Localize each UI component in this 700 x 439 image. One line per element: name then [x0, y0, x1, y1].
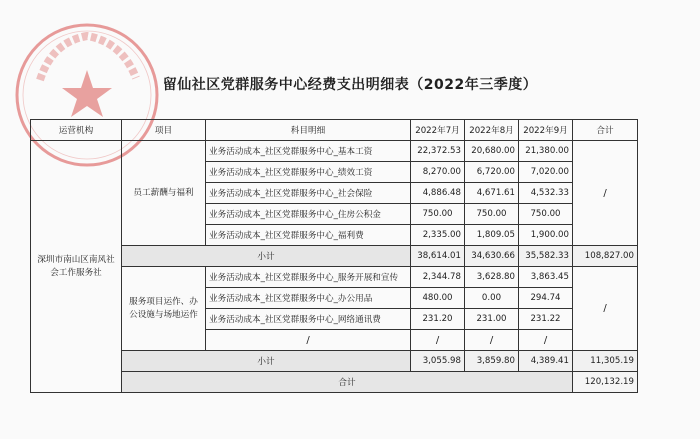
subject-cell: 业务活动成本_社区党群服务中心_基本工资 — [206, 141, 411, 162]
august-cell: 3,628.80 — [465, 267, 519, 288]
august-cell: 1,809.05 — [465, 225, 519, 246]
table-row — [31, 267, 638, 288]
grand-total-label: 合计 — [122, 372, 573, 393]
total-slash-cell: / — [573, 141, 638, 246]
total-slash-cell: / — [573, 267, 638, 351]
page-title: 留仙社区党群服务中心经费支出明细表（2022年三季度） — [162, 77, 538, 93]
september-cell: 750.00 — [519, 204, 573, 225]
july-cell: 2,335.00 — [411, 225, 465, 246]
september-cell: 294.74 — [519, 288, 573, 309]
august-cell: 750.00 — [465, 204, 519, 225]
september-cell: 3,863.45 — [519, 267, 573, 288]
subject-cell: 业务活动成本_社区党群服务中心_绩效工资 — [206, 162, 411, 183]
august-subtotal: 3,859.80 — [465, 351, 519, 372]
header-item: 项目 — [122, 120, 206, 141]
subject-cell: 业务活动成本_社区党群服务中心_福利费 — [206, 225, 411, 246]
header-september: 2022年9月 — [519, 120, 573, 141]
july-subtotal: 38,614.01 — [411, 246, 465, 267]
july-cell: 231.20 — [411, 309, 465, 330]
august-cell: 20,680.00 — [465, 141, 519, 162]
grand-total-value: 120,132.19 — [573, 372, 638, 393]
header-org: 运营机构 — [31, 120, 122, 141]
september-cell: 7,020.00 — [519, 162, 573, 183]
july-cell: 2,344.78 — [411, 267, 465, 288]
september-subtotal: 4,389.41 — [519, 351, 573, 372]
august-cell: 231.00 — [465, 309, 519, 330]
august-cell: 0.00 — [465, 288, 519, 309]
header-subject: 科目明细 — [206, 120, 411, 141]
september-cell: / — [519, 330, 573, 351]
august-cell: 4,671.61 — [465, 183, 519, 204]
subject-cell: 业务活动成本_社区党群服务中心_服务开展和宣传 — [206, 267, 411, 288]
subject-cell: / — [206, 330, 411, 351]
subtotal-label: 小计 — [122, 351, 411, 372]
july-cell: 22,372.53 — [411, 141, 465, 162]
subject-cell: 业务活动成本_社区党群服务中心_住房公积金 — [206, 204, 411, 225]
item-cell: 服务项目运作、办公设施与场地运作 — [122, 267, 206, 351]
july-cell: 4,886.48 — [411, 183, 465, 204]
table-row — [31, 141, 638, 162]
july-cell: 8,270.00 — [411, 162, 465, 183]
header-july: 2022年7月 — [411, 120, 465, 141]
july-subtotal: 3,055.98 — [411, 351, 465, 372]
item-cell: 员工薪酬与福利 — [122, 141, 206, 246]
group-subtotal: 11,305.19 — [573, 351, 638, 372]
table-header-row — [31, 120, 638, 141]
september-cell: 231.22 — [519, 309, 573, 330]
july-cell: / — [411, 330, 465, 351]
august-cell: 6,720.00 — [465, 162, 519, 183]
september-cell: 21,380.00 — [519, 141, 573, 162]
group-subtotal: 108,827.00 — [573, 246, 638, 267]
august-cell: / — [465, 330, 519, 351]
subject-cell: 业务活动成本_社区党群服务中心_网络通讯费 — [206, 309, 411, 330]
subtotal-label: 小计 — [122, 246, 411, 267]
header-august: 2022年8月 — [465, 120, 519, 141]
expense-table — [30, 119, 638, 393]
subject-cell: 业务活动成本_社区党群服务中心_办公用品 — [206, 288, 411, 309]
july-cell: 750.00 — [411, 204, 465, 225]
subject-cell: 业务活动成本_社区党群服务中心_社会保险 — [206, 183, 411, 204]
org-name-cell: 深圳市南山区南风社会工作服务社 — [31, 141, 122, 393]
july-cell: 480.00 — [411, 288, 465, 309]
september-subtotal: 35,582.33 — [519, 246, 573, 267]
subtotal-row — [31, 351, 638, 372]
subtotal-row — [31, 246, 638, 267]
september-cell: 4,532.33 — [519, 183, 573, 204]
september-cell: 1,900.00 — [519, 225, 573, 246]
august-subtotal: 34,630.66 — [465, 246, 519, 267]
header-total: 合计 — [573, 120, 638, 141]
grand-total-row — [31, 372, 638, 393]
